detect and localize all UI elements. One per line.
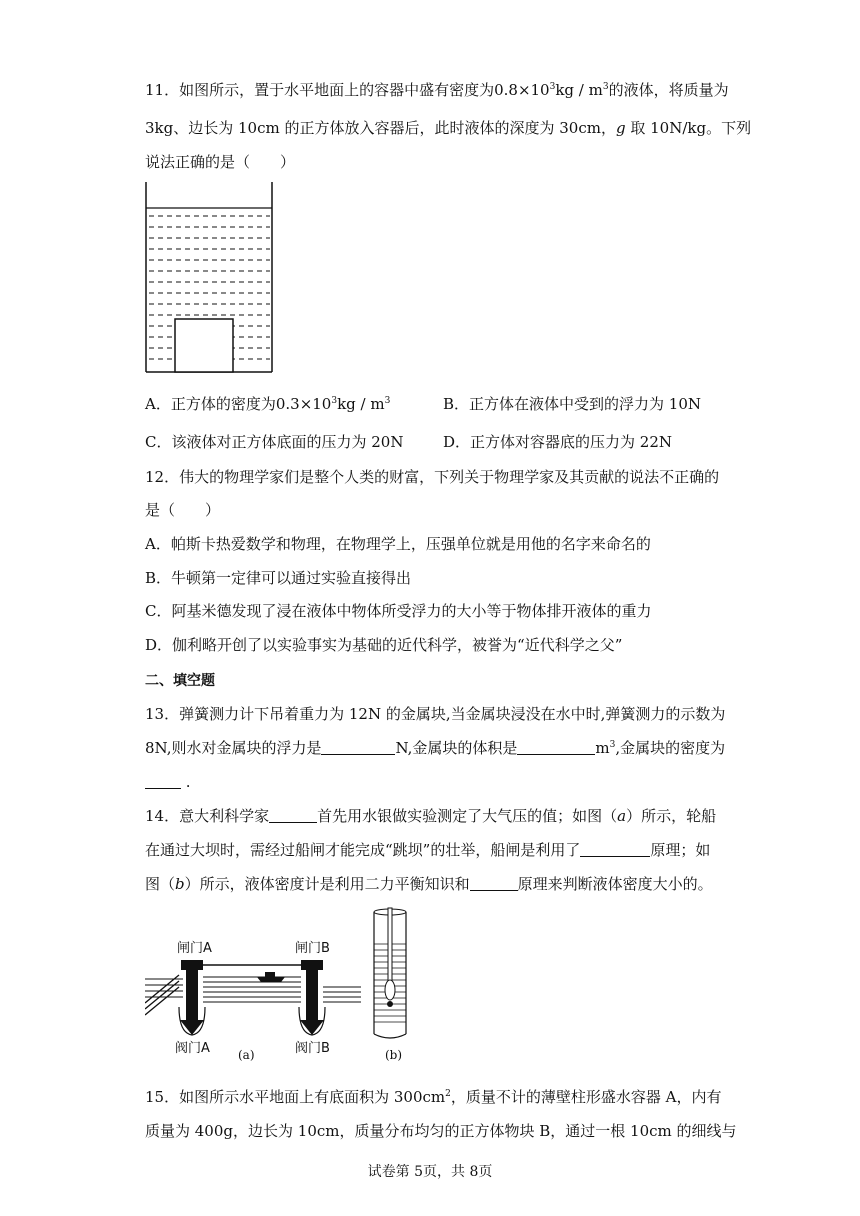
q14-figure-b-hydrometer xyxy=(368,906,412,1042)
q11-option-b: B．正方体在液体中受到的浮力为 10N xyxy=(443,395,702,413)
answer-blank[interactable] xyxy=(580,842,650,857)
figure-b-caption: (b) xyxy=(385,1048,403,1062)
q15-line1: 15．如图所示水平地面上有底面积为 $300cm^2$，质量不计的薄壁柱形盛水容器 A，内有 xyxy=(145,1088,722,1106)
page-footer: 试卷第 5页，共 8页 xyxy=(367,1164,493,1180)
cube xyxy=(175,319,233,372)
answer-blank[interactable] xyxy=(269,808,317,823)
boat-icon xyxy=(257,977,285,982)
q13-line3: . xyxy=(145,772,191,792)
q14-line1: 14．意大利科学家 首先用水银做实验测定了大气压的值；如图（a）所示，轮船 xyxy=(145,807,717,825)
q11-container-figure xyxy=(140,178,280,378)
q13-line1: 13．弹簧测力计下吊着重力为 12N 的金属块,当金属块浸没在水中时,弹簧测力的示数为 xyxy=(145,705,726,723)
q11-option-d: D．正方体对容器底的压力为 22N xyxy=(443,433,673,451)
answer-blank[interactable] xyxy=(517,740,595,755)
q12-option-a: A．帕斯卡热爱数学和物理，在物理学上，压强单位就是用他的名字来命名的 xyxy=(145,535,651,553)
q12-line1: 12．伟大的物理学家们是整个人类的财富，下列关于物理学家及其贡献的说法不正确的 xyxy=(145,468,720,486)
section-title-fill-in: 二、填空题 xyxy=(145,673,215,689)
q15-line2: 质量为 400g，边长为 10cm，质量分布均匀的正方体物块 B，通过一根 10cm 的细线与 xyxy=(145,1122,737,1140)
q14-line2: 在通过大坝时，需经过船闸才能完成“跳坝”的壮举，船闸是利用了 原理；如 xyxy=(145,841,711,859)
q14-line3: 图（b）所示，液体密度计是利用二力平衡知识和 原理来判断液体密度大小的。 xyxy=(145,875,713,893)
q12-line2: 是（ ） xyxy=(145,501,221,519)
q11-option-c: C．该液体对正方体底面的压力为 20N xyxy=(145,433,404,451)
q11-option-a: A．正方体的密度为$0.3\times 10^3kg / m^3$ xyxy=(145,395,391,413)
q11-line1: 11．如图所示，置于水平地面上的容器中盛有密度为$0.8\times 10^3kg / m^3$的液体，将质量为 xyxy=(145,81,729,99)
answer-blank[interactable] xyxy=(145,774,181,789)
q11-line2: 3kg、边长为 10cm 的正方体放入容器后，此时液体的深度为 30cm，g 取 10N/kg。下列 xyxy=(145,119,752,137)
q11-line3: 说法正确的是（ ） xyxy=(145,153,296,171)
q12-option-b: B．牛顿第一定律可以通过实验直接得出 xyxy=(145,569,412,587)
q12-option-d: D．伽利略开创了以实验事实为基础的近代科学，被誉为“近代科学之父” xyxy=(145,636,623,654)
q14-figure-a-ship-lock xyxy=(145,935,365,1070)
figure-a-caption: (a) xyxy=(238,1048,255,1062)
gate-b-label: 闸门B xyxy=(295,941,330,956)
answer-blank[interactable] xyxy=(470,876,518,891)
q12-option-c: C．阿基米德发现了浸在液体中物体所受浮力的大小等于物体排开液体的重力 xyxy=(145,602,652,620)
valve-a-label: 阀门A xyxy=(175,1041,210,1056)
answer-blank[interactable] xyxy=(321,740,395,755)
q13-line2: 8N,则水对金属块的浮力是 N,金属块的体积是 $m^3$,金属块的密度为 xyxy=(145,739,726,757)
gate-a-label: 闸门A xyxy=(177,941,212,956)
valve-b-label: 阀门B xyxy=(295,1041,330,1056)
